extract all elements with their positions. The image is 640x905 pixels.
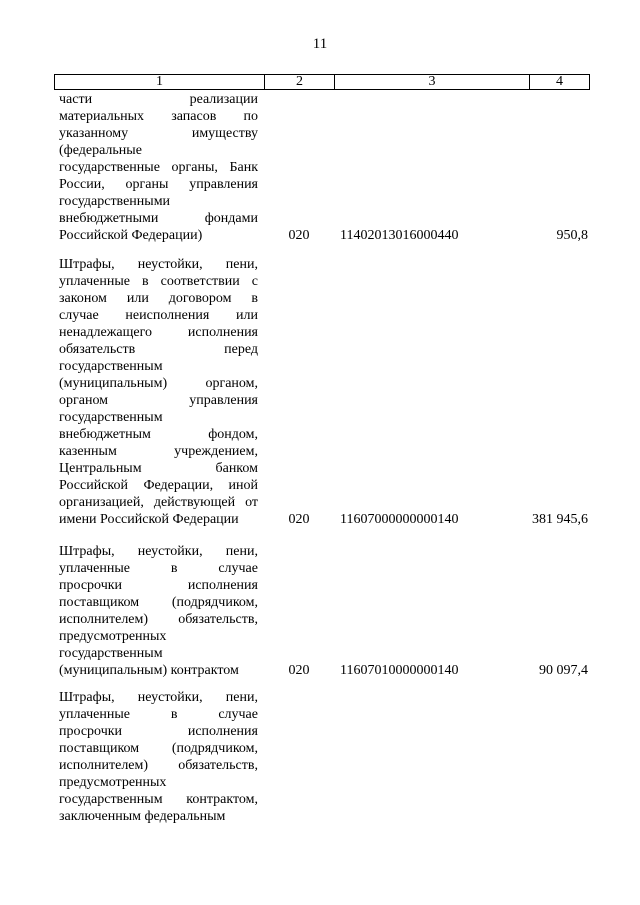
description-line: (муниципальным) органом, xyxy=(59,376,258,391)
kbk-code xyxy=(340,808,480,825)
description-line: поставщиком (подрядчиком, xyxy=(59,741,258,756)
description-line: уплаченные в случае xyxy=(59,707,258,722)
main-admin-code: 020 xyxy=(288,228,310,243)
description-line: указанному имуществу xyxy=(59,126,258,141)
description-line: государственным xyxy=(59,410,163,425)
description-line: организацией, действующей от xyxy=(59,495,258,510)
description-line: обязательств перед xyxy=(59,342,258,357)
description-line: (федеральные xyxy=(59,143,142,158)
row-description xyxy=(59,256,258,528)
row-description xyxy=(59,91,258,244)
amount-value: 950,8 xyxy=(556,228,588,243)
description-line: материальных запасов по xyxy=(59,109,258,124)
row-description xyxy=(59,689,258,825)
description-line: Штрафы, неустойки, пени, xyxy=(59,257,258,272)
description-line: предусмотренных xyxy=(59,775,167,790)
page-number: 11 xyxy=(312,36,328,52)
description-line: законом или договором в xyxy=(59,291,258,306)
description-line: внебюджетным фондом, xyxy=(59,427,258,442)
description-line: (муниципальным) контрактом xyxy=(59,663,239,678)
main-admin-code: 020 xyxy=(288,663,310,678)
description-line: государственными xyxy=(59,194,171,209)
description-line: просрочки исполнения xyxy=(59,578,258,593)
description-line: государственным контрактом, xyxy=(59,792,258,807)
description-line: уплаченные в случае xyxy=(59,561,258,576)
description-line: просрочки исполнения xyxy=(59,724,258,739)
header-col-3: 3 xyxy=(335,75,530,89)
amount-value: 90 097,4 xyxy=(539,663,588,678)
description-line: государственные органы, Банк xyxy=(59,160,258,175)
description-line: исполнителем) обязательств, xyxy=(59,612,258,627)
row-description xyxy=(59,543,258,679)
description-line: случае неисполнения или xyxy=(59,308,258,323)
description-line: Штрафы, неустойки, пени, xyxy=(59,544,258,559)
description-line: заключенным федеральным xyxy=(59,809,226,824)
header-col-2: 2 xyxy=(265,75,335,89)
main-admin-code: 020 xyxy=(288,512,310,527)
description-line: уплаченные в соответствии с xyxy=(59,274,258,289)
kbk-code: 11607000000000140 xyxy=(340,512,459,527)
description-line: предусмотренных xyxy=(59,629,167,644)
description-line: органом управления xyxy=(59,393,258,408)
description-line: поставщиком (подрядчиком, xyxy=(59,595,258,610)
description-line: казенным учреждением, xyxy=(59,444,258,459)
description-line: ненадлежащего исполнения xyxy=(59,325,258,340)
header-col-1: 1 xyxy=(55,75,265,89)
kbk-code: 11607010000000140 xyxy=(340,663,459,678)
header-col-4: 4 xyxy=(556,74,563,89)
kbk-code: 11402013016000440 xyxy=(340,228,459,243)
amount-value: 381 945,6 xyxy=(532,512,588,527)
amount-value xyxy=(480,808,588,825)
description-line: имени Российской Федерации xyxy=(59,512,239,527)
description-line: Штрафы, неустойки, пени, xyxy=(59,690,258,705)
main-admin-code xyxy=(266,808,332,825)
description-line: исполнителем) обязательств, xyxy=(59,758,258,773)
description-line: России, органы управления xyxy=(59,177,258,192)
description-line: внебюджетными фондами xyxy=(59,211,258,226)
description-line: государственным xyxy=(59,646,163,661)
description-line: государственным xyxy=(59,359,163,374)
table-header-row xyxy=(54,74,590,90)
description-line: части реализации xyxy=(59,92,258,107)
description-line: Российской Федерации) xyxy=(59,228,203,243)
description-line: Российской Федерации, иной xyxy=(59,478,258,493)
description-line: Центральным банком xyxy=(59,461,258,476)
